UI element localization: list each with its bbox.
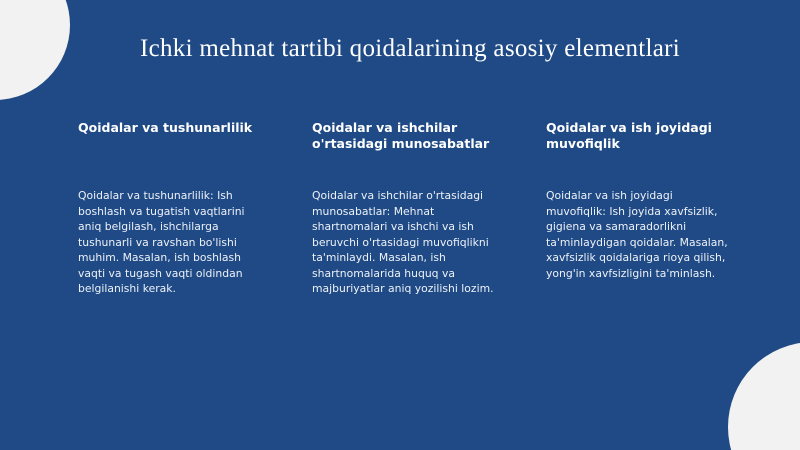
column-body: Qoidalar va ishchilar o'rtasidagi munosabatlar: Mehnat shartnomalari va ishchi va ish beruvchi o'rtasidagi muvofiqlikni ta'minlaydi. Masalan, ish shartnomalarida huquq va majburiyatlar aniq yozilishi lozim. [312,189,494,295]
column-heading: Qoidalar va tushunarlilik [78,120,253,135]
content-column-1 [78,120,266,297]
column-body: Qoidalar va ish joyidagi muvofiqlik: Ish joyida xavfsizlik, gigiena va samaradorlikni ta'minlaydigan qoidalar. Masalan, xavfsizlik qoidalariga rioya qilish, yong'in xavfsizligini ta'minlash. [546,189,728,280]
column-body: Qoidalar va tushunarlilik: Ish boshlash va tugatish vaqtlarini aniq belgilash, ishchilarga tushunarli va ravshan bo'lishi muhim. Masalan, ish boshlash vaqti va tugash vaqti oldindan belgilanishi kerak. [78,189,245,295]
content-column-2 [312,120,512,297]
column-heading: Qoidalar va ish joyidagi muvofiqlik [546,120,712,151]
slide-title: Ichki mehnat tartibi qoidalarining asosiy elementlari [139,35,681,62]
column-heading: Qoidalar va ishchilar o'rtasidagi munosabatlar [312,120,490,151]
corner-decoration-bottom-right [728,342,800,450]
content-column-3 [546,120,734,281]
